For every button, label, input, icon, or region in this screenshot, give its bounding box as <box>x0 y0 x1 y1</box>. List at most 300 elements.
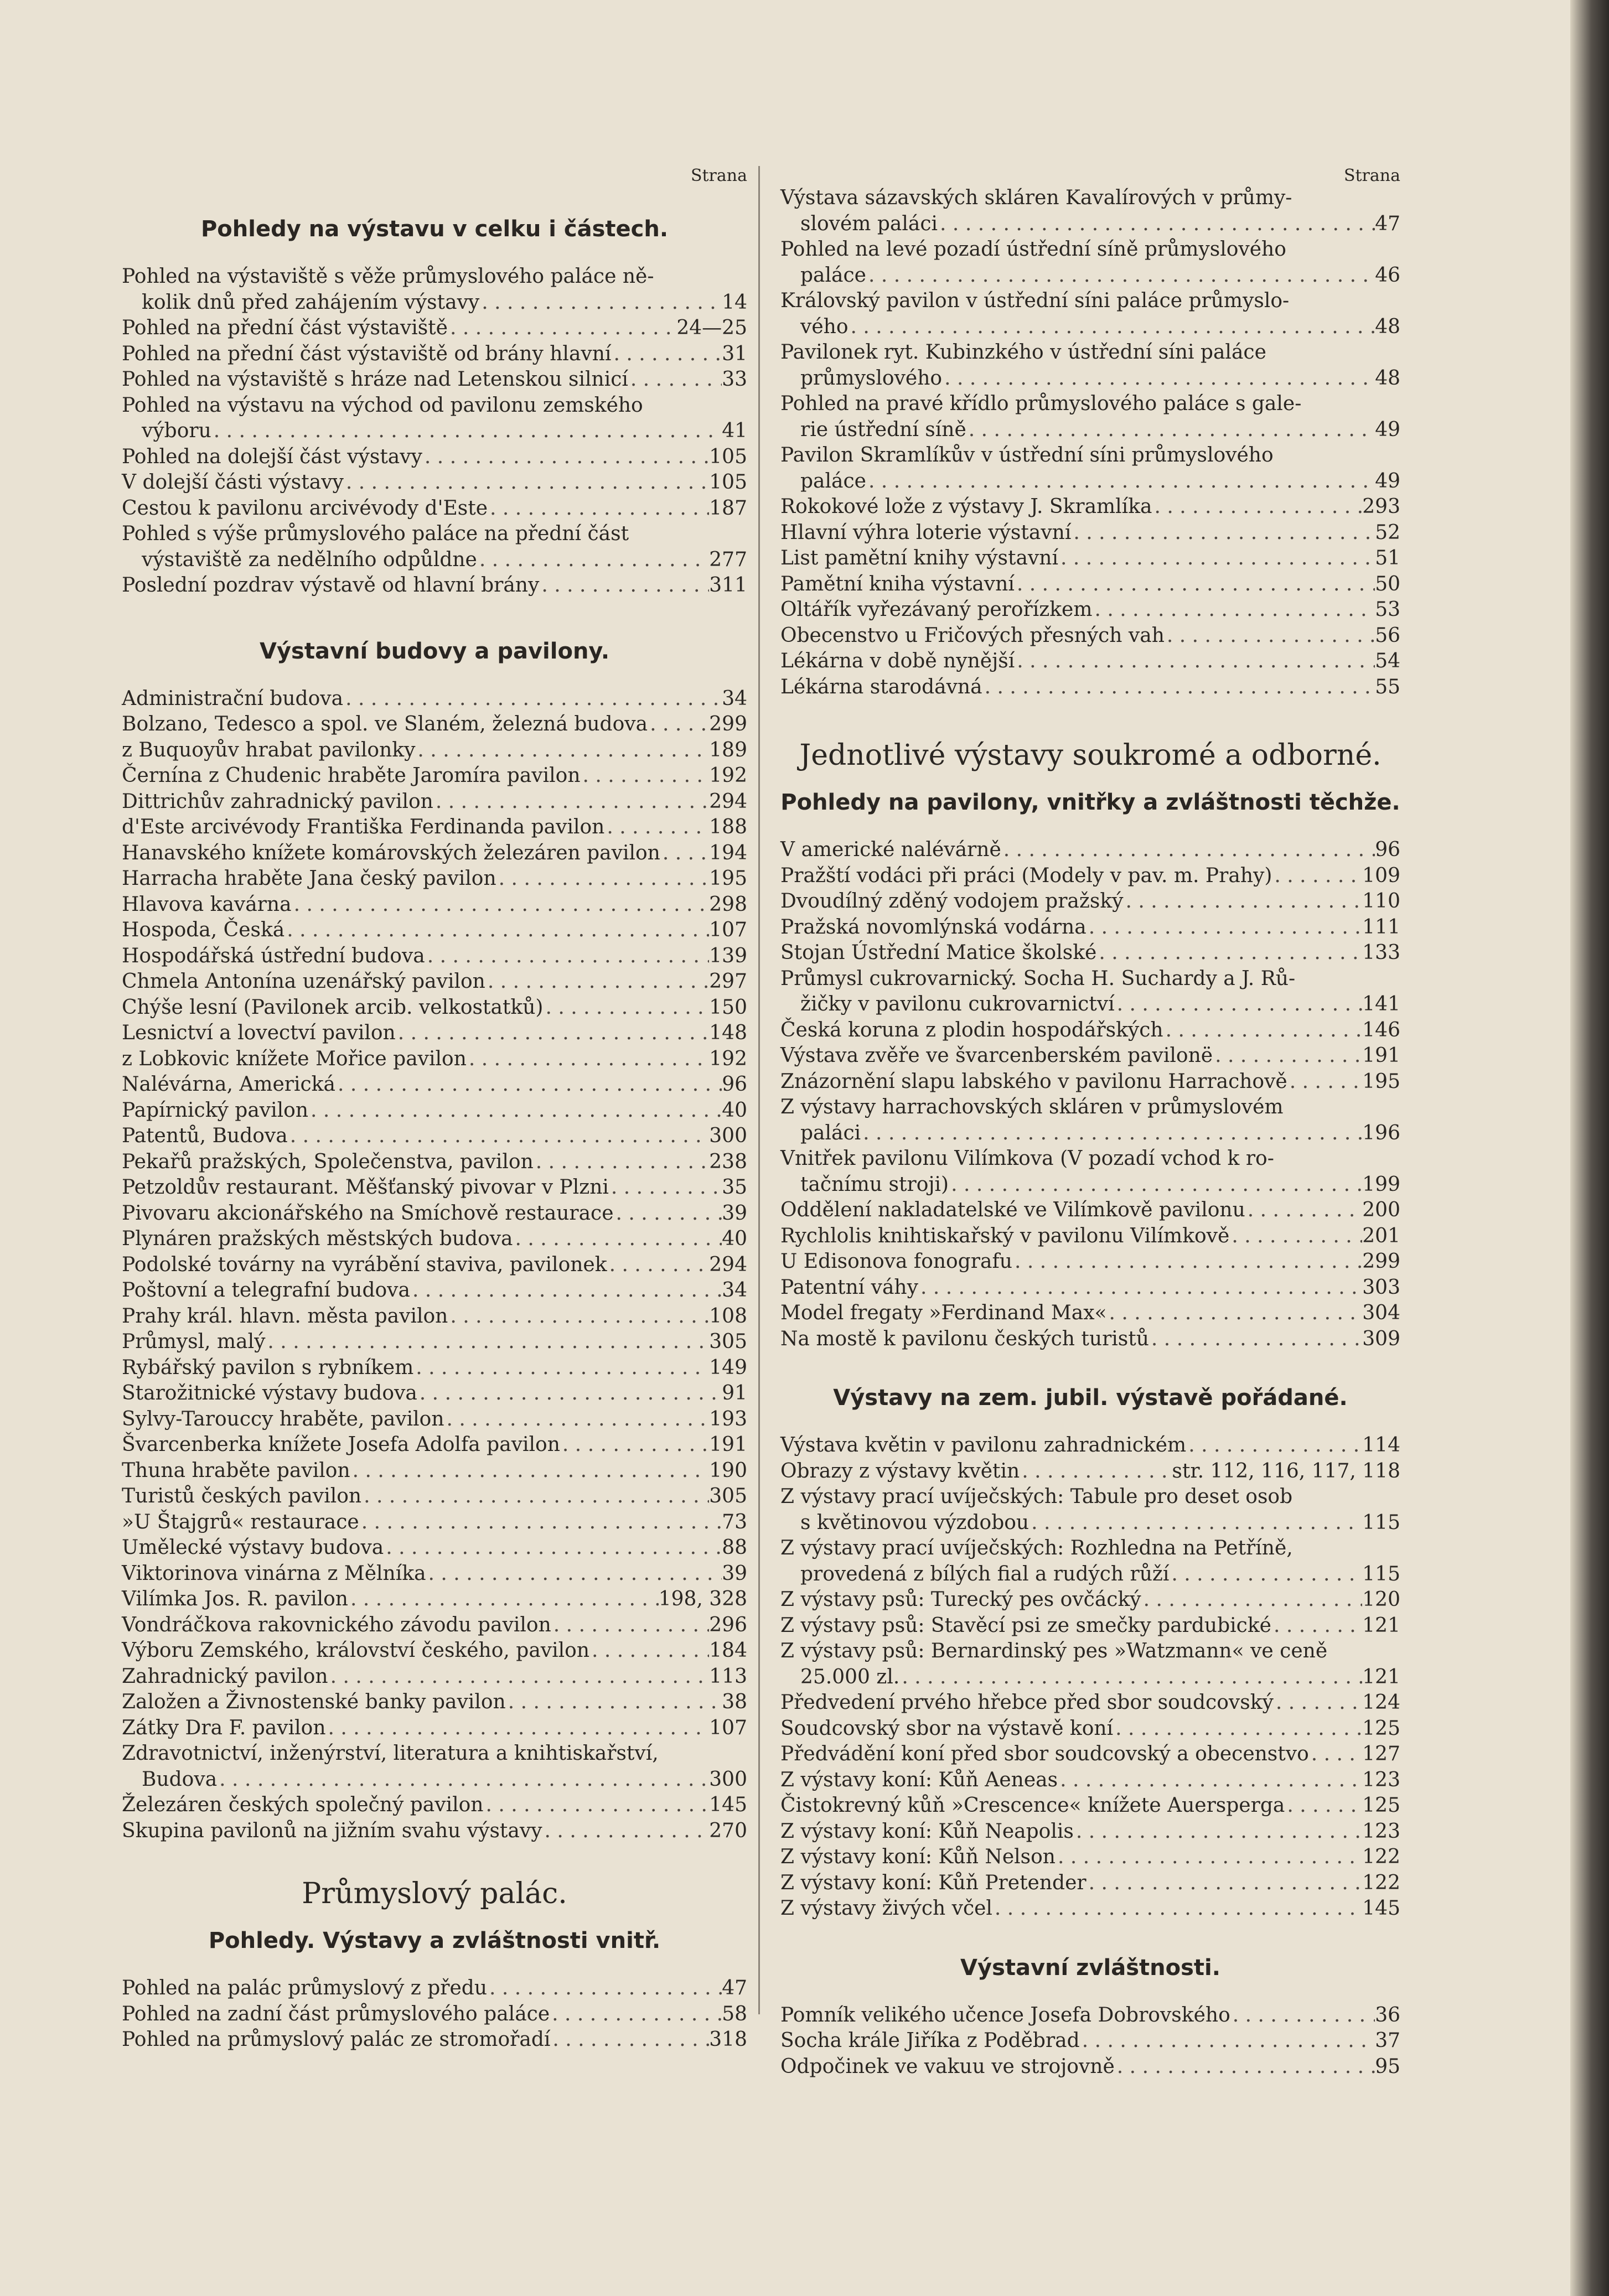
page-number: 190 <box>709 1459 747 1482</box>
toc-entry-text: Rokokové lože z výstavy J. Skramlíka <box>780 495 1152 518</box>
toc-entry <box>122 1458 747 1484</box>
page-number: 96 <box>722 1073 747 1096</box>
column-divider <box>758 166 760 2014</box>
dot-leader <box>1149 1326 1362 1352</box>
toc-entry-text: vého <box>800 315 849 338</box>
toc-entry-text: Stojan Ústřední Matice školské <box>780 941 1097 964</box>
dot-leader <box>1272 863 1362 889</box>
dot-leader <box>422 444 709 470</box>
toc-entry-text: Papírnický pavilon <box>122 1098 309 1122</box>
toc-entry-text: Podolské továrny na vyrábění staviva, pavilonek <box>122 1253 607 1276</box>
toc-entry-text-line1: Pavilonek ryt. Kubinzkého v ústřední síni paláce <box>780 341 1266 364</box>
dot-leader <box>485 969 709 995</box>
toc-entry-continuation <box>780 1665 1400 1691</box>
page-number: 149 <box>709 1356 747 1379</box>
toc-list <box>122 1976 747 2053</box>
toc-entry-text: Z výstavy psů: Turecký pes ovčácký <box>780 1588 1141 1611</box>
page-edge-shadow <box>1570 0 1609 2296</box>
toc-entry <box>780 966 1400 1018</box>
toc-entry-text: Z výstavy koní: Kůň Pretender <box>780 1871 1087 1894</box>
toc-entry-continuation <box>122 547 747 573</box>
toc-entry-text: Znázornění slapu labského v pavilonu Harrachově <box>780 1070 1287 1093</box>
page-number: 88 <box>722 1536 747 1559</box>
page-number: 296 <box>709 1613 747 1636</box>
page-number: 49 <box>1375 469 1400 493</box>
toc-entry-text: Pohled na dolejší část výstavy <box>122 445 422 468</box>
page-number: 123 <box>1362 1768 1400 1791</box>
toc-entry <box>122 815 747 841</box>
toc-entry-text: Výboru Zemského, království českého, pavilon <box>122 1639 590 1662</box>
toc-entry <box>780 1069 1400 1095</box>
toc-entry-continuation <box>780 1562 1400 1588</box>
toc-entry <box>122 1741 747 1792</box>
dot-leader <box>326 1715 710 1742</box>
page-number: 41 <box>722 419 747 442</box>
toc-entry <box>122 264 747 315</box>
toc-entry-text: Zahradnický pavilon <box>122 1665 328 1688</box>
toc-entry <box>122 2002 747 2028</box>
toc-entry-text: V dolejší části výstavy <box>122 471 344 494</box>
dot-leader <box>550 2027 709 2053</box>
toc-entry <box>122 1664 747 1690</box>
dot-leader <box>426 1561 722 1587</box>
page-number: 146 <box>1362 1018 1400 1041</box>
toc-entry <box>780 1326 1400 1352</box>
toc-entry-text-line1: Výstava sázavských skláren Kavalírových v průmy- <box>780 186 1292 209</box>
toc-entry-text: výstaviště za nedělního odpůldne <box>142 548 477 571</box>
toc-entry-continuation <box>122 290 747 316</box>
toc-entry-text: Budova <box>142 1768 218 1791</box>
toc-entry-text: Vondráčkova rakovnického závodu pavilon <box>122 1613 551 1636</box>
page-number: 49 <box>1375 418 1400 441</box>
page-number: 107 <box>709 919 747 941</box>
page-number: 133 <box>1362 941 1400 964</box>
dot-leader <box>966 417 1375 443</box>
toc-entry <box>122 1976 747 2002</box>
page-number: 303 <box>1362 1276 1400 1299</box>
page-number: 55 <box>1375 675 1400 698</box>
page-number: 105 <box>709 445 747 468</box>
toc-entry <box>122 1792 747 1818</box>
page-number: 34 <box>722 1279 747 1302</box>
toc-entry-text: Založen a Živnostenské banky pavilon <box>122 1691 506 1713</box>
toc-entry <box>780 391 1400 443</box>
toc-entry-text: průmyslového <box>800 366 943 390</box>
strana-label: Strana <box>1343 166 1400 185</box>
dot-leader <box>328 1664 710 1690</box>
dot-leader <box>1274 1690 1362 1716</box>
page-number: 125 <box>1362 1794 1400 1817</box>
toc-entry <box>122 1355 747 1381</box>
page-number: str. 112, 116, 117, 118 <box>1172 1459 1400 1483</box>
toc-entry-text: Nalévárna, Americká <box>122 1073 335 1096</box>
toc-entry <box>122 1020 747 1046</box>
toc-entry-text: Pamětní kniha výstavní <box>780 572 1015 595</box>
toc-entry <box>780 1742 1400 1768</box>
toc-entry <box>122 470 747 496</box>
toc-entry-continuation <box>780 314 1400 340</box>
dot-leader <box>359 1510 722 1536</box>
dot-leader <box>1058 546 1375 572</box>
toc-entry <box>122 1818 747 1844</box>
dot-leader <box>487 1976 722 2002</box>
dot-leader <box>1163 1018 1363 1044</box>
page-number: 73 <box>722 1510 747 1533</box>
page-number: 91 <box>722 1382 747 1404</box>
dot-leader <box>1309 1742 1363 1768</box>
dot-leader <box>361 1484 709 1510</box>
dot-leader <box>1287 1069 1363 1095</box>
dot-leader <box>1285 1793 1362 1819</box>
toc-entry <box>122 1587 747 1613</box>
page-number: 50 <box>1375 572 1400 595</box>
dot-leader <box>477 547 709 573</box>
dot-leader <box>1107 1300 1363 1326</box>
toc-entry <box>122 1715 747 1742</box>
page-number: 139 <box>709 944 747 967</box>
page-number: 300 <box>709 1768 747 1791</box>
toc-entry <box>780 1793 1400 1819</box>
dot-leader <box>1093 597 1375 623</box>
toc-entry-continuation <box>780 469 1400 495</box>
toc-entry <box>780 546 1400 572</box>
toc-entry-text: z Lobkovic knížete Mořice pavilon <box>122 1047 467 1070</box>
toc-entry-text: Výstava květin v pavilonu zahradnickém <box>780 1434 1187 1457</box>
page-number: 56 <box>1375 624 1400 647</box>
toc-entry-text: Vilímka Jos. R. pavilon <box>122 1588 348 1610</box>
toc-entry <box>122 1407 747 1433</box>
dot-leader <box>1123 889 1362 915</box>
toc-entry <box>780 572 1400 598</box>
dot-leader <box>628 367 722 393</box>
toc-entry <box>780 1043 1400 1069</box>
page-number: 110 <box>1362 890 1400 913</box>
toc-entry-text-line1: Z výstavy prací uvíječských: Tabule pro deset osob <box>780 1485 1293 1508</box>
dot-leader <box>433 789 709 815</box>
dot-leader <box>496 866 710 892</box>
toc-entry <box>780 1819 1400 1845</box>
dot-leader <box>1115 2054 1375 2080</box>
toc-entry-text: Dvoudílný zděný vodojem pražský <box>780 890 1124 913</box>
toc-entry <box>122 892 747 918</box>
toc-entry-text: Bolzano, Tedesco a spol. ve Slaném, železná budova <box>122 713 648 735</box>
page-number: 115 <box>1362 1562 1400 1585</box>
toc-entry-text-line1: Pohled na levé pozadí ústřední síně průmyslového <box>780 238 1286 261</box>
dot-leader <box>866 263 1375 289</box>
dot-leader <box>284 918 709 944</box>
dot-leader <box>1230 2003 1375 2029</box>
dot-leader <box>1080 2028 1375 2054</box>
dot-leader <box>918 1275 1362 1301</box>
page-number: 127 <box>1362 1743 1400 1765</box>
toc-entry-text: žičky v pavilonu cukrovarnictví <box>800 993 1115 1015</box>
toc-entry <box>122 944 747 970</box>
dot-leader <box>344 470 709 496</box>
dot-leader <box>1087 915 1363 941</box>
toc-entry-text: Starožitnické výstavy budova <box>122 1382 417 1404</box>
toc-entry-text: Z výstavy koní: Kůň Nelson <box>780 1846 1056 1868</box>
toc-entry <box>780 1870 1400 1896</box>
page-number: 47 <box>1375 212 1400 235</box>
section-subtitle: Pohledy. Výstavy a zvláštnosti vnitř. <box>208 1928 661 1953</box>
page-number: 188 <box>709 816 747 838</box>
page-number: 31 <box>722 342 747 365</box>
dot-leader <box>479 290 722 316</box>
toc-entry <box>122 1510 747 1536</box>
page-number: 24—25 <box>676 317 747 339</box>
dot-leader <box>1087 1870 1363 1896</box>
page-number: 311 <box>709 574 747 597</box>
section-title: Výstavy na zem. jubil. výstavě pořádané. <box>833 1385 1348 1411</box>
toc-entry-text: Poslední pozdrav výstavě od hlavní brány <box>122 574 540 597</box>
toc-entry <box>122 1098 747 1124</box>
dot-leader <box>1020 1459 1172 1485</box>
toc-entry-text: Pivovaru akcionářského na Smíchově restaurace <box>122 1201 614 1225</box>
page-number: 189 <box>709 738 747 761</box>
toc-entry <box>122 1175 747 1201</box>
toc-entry <box>780 837 1400 863</box>
toc-entry <box>780 1613 1400 1639</box>
toc-entry <box>122 367 747 393</box>
toc-entry-text: paláce <box>800 263 866 287</box>
toc-entry <box>122 969 747 995</box>
section-title: Výstavní zvláštnosti. <box>960 1955 1220 1981</box>
page-number: 299 <box>709 713 747 735</box>
toc-entry <box>780 1275 1400 1301</box>
page-number: 125 <box>1362 1717 1400 1740</box>
page-number: 121 <box>1362 1614 1400 1637</box>
dot-leader <box>1213 1043 1362 1069</box>
toc-entry-text: Česká koruna z plodin hospodářských <box>780 1018 1163 1041</box>
toc-entry-text: Pohled na přední část výstaviště <box>122 317 448 339</box>
toc-entry <box>780 1690 1400 1716</box>
dot-leader <box>396 1020 710 1046</box>
toc-entry-text: Z výstavy koní: Kůň Aeneas <box>780 1768 1058 1791</box>
toc-list <box>780 2003 1400 2080</box>
toc-entry <box>122 918 747 944</box>
toc-entry-text: Hanavského knížete komárovských železáren pavilon <box>122 841 660 864</box>
toc-entry <box>780 1536 1400 1587</box>
toc-list <box>122 686 747 1844</box>
toc-entry <box>780 915 1400 941</box>
dot-leader <box>211 418 722 444</box>
toc-entry-text: Výstava zvěře ve švarcenberském pavilonë <box>780 1044 1213 1067</box>
page-number: 39 <box>722 1562 747 1585</box>
toc-entry <box>780 185 1400 237</box>
toc-entry-continuation <box>122 1767 747 1793</box>
toc-entry <box>780 1484 1400 1536</box>
page-number: 305 <box>709 1485 747 1507</box>
toc-entry-text: d'Este arcivévody Františka Ferdinanda pavilon <box>122 816 605 838</box>
toc-entry-text: Cestou k pavilonu arcivévody d'Este <box>122 496 488 520</box>
dot-leader <box>604 815 709 841</box>
page-number: 107 <box>709 1716 747 1739</box>
toc-entry <box>780 1587 1400 1613</box>
toc-entry <box>122 1535 747 1561</box>
page-number: 148 <box>709 1022 747 1044</box>
dot-leader <box>1058 1768 1362 1794</box>
toc-entry-text: Z výstavy živých včel <box>780 1897 992 1920</box>
toc-entry-text: Prahy král. hlavn. města pavilon <box>122 1304 448 1328</box>
dot-leader <box>1229 1224 1362 1250</box>
page-number: 33 <box>722 368 747 391</box>
toc-entry-text: Socha krále Jiříka z Poděbrad <box>780 2029 1080 2052</box>
toc-entry-text: Rychlolis knihtiskařský v pavilonu Vilímkově <box>780 1224 1230 1247</box>
toc-entry <box>122 1072 747 1098</box>
toc-entry-text: z Buquoyův hrabat pavilonky <box>122 738 416 761</box>
right-column <box>780 166 1400 2080</box>
dot-leader <box>384 1535 722 1561</box>
toc-entry-text: Soudcovský sbor na výstavě koní <box>780 1717 1114 1740</box>
toc-entry <box>122 686 747 712</box>
section-title: Jednotlivé výstavy soukromé a odborné. <box>799 739 1382 772</box>
toc-entry-text: Harracha hraběte Jana český pavilon <box>122 867 496 890</box>
dot-leader <box>308 1098 722 1124</box>
toc-entry-continuation <box>780 211 1400 237</box>
section-title: Pohledy na výstavu v celku i částech. <box>200 216 669 242</box>
page-number: 184 <box>709 1639 747 1662</box>
toc-entry <box>122 1046 747 1072</box>
dot-leader <box>217 1767 709 1793</box>
page-number: 115 <box>1362 1511 1400 1534</box>
toc-entry-text: Pohled na průmyslový palác ze stromořadí <box>122 2028 551 2051</box>
toc-entry <box>122 866 747 892</box>
toc-entry-text: V americké nalévárně <box>780 838 1001 861</box>
page-number: 145 <box>1362 1897 1400 1920</box>
toc-entry-text-line1: Zdravotnictví, inženýrství, literatura a knihtiskařství, <box>122 1742 659 1765</box>
toc-entry-text: Předvádění koní před sbor soudcovský a obecenstvo <box>780 1743 1309 1765</box>
toc-entry-text: Pomník velikého učence Josefa Dobrovského <box>780 2003 1230 2027</box>
toc-entry-text: Na mostě k pavilonu českých turistů <box>780 1327 1149 1350</box>
toc-entry-text-line1: Průmysl cukrovarnický. Socha H. Suchardy a J. Rů- <box>780 967 1296 990</box>
dot-leader <box>1141 1587 1363 1613</box>
toc-entry-text: Skupina pavilonů na jižním svahu výstavy <box>122 1819 542 1842</box>
toc-entry-text: Lékárna starodávná <box>780 675 982 698</box>
toc-entry <box>780 597 1400 623</box>
toc-entry <box>122 1484 747 1510</box>
toc-entry <box>122 1432 747 1458</box>
toc-entry <box>122 1329 747 1355</box>
dot-leader <box>899 1665 1362 1691</box>
toc-entry <box>780 2054 1400 2080</box>
page-number: 111 <box>1362 915 1400 939</box>
toc-entry-text: Pražská novomlýnská vodárna <box>780 915 1087 939</box>
page-number: 40 <box>722 1227 747 1250</box>
toc-entry <box>122 1304 747 1330</box>
dot-leader <box>1001 837 1375 863</box>
toc-entry <box>780 443 1400 494</box>
toc-entry-continuation <box>780 417 1400 443</box>
dot-leader <box>611 341 722 367</box>
toc-entry <box>122 2027 747 2053</box>
dot-leader <box>1165 623 1375 649</box>
toc-entry-text: Administrační budova <box>122 687 344 710</box>
dot-leader <box>1152 494 1362 520</box>
dot-leader <box>413 1355 709 1381</box>
page-number: 191 <box>709 1433 747 1456</box>
page-number: 48 <box>1375 315 1400 338</box>
toc-entry-text-line1: Z výstavy prací uvíječských: Rozhledna na Petříně, <box>780 1537 1293 1559</box>
toc-entry-text-line1: Z výstavy psů: Bernardinský pes »Watzmann« ve ceně <box>780 1640 1328 1662</box>
page-number: 294 <box>709 790 747 813</box>
toc-list <box>780 837 1400 1352</box>
toc-entry <box>122 1201 747 1227</box>
toc-entry <box>780 1095 1400 1146</box>
page-number: 199 <box>1362 1173 1400 1196</box>
toc-entry <box>122 789 747 815</box>
toc-entry-text-line1: Královský pavilon v ústřední síni paláce průmyslo- <box>780 289 1290 312</box>
toc-entry <box>780 623 1400 649</box>
page-number: 304 <box>1362 1302 1400 1324</box>
toc-entry <box>780 863 1400 889</box>
toc-entry <box>780 1639 1400 1690</box>
toc-entry <box>780 1249 1400 1275</box>
dot-leader <box>1115 992 1363 1018</box>
toc-entry-text: List pamětní knihy výstavní <box>780 547 1058 569</box>
toc-entry <box>122 341 747 367</box>
toc-entry-continuation <box>780 992 1400 1018</box>
toc-entry-text: Sylvy-Tarouccy hraběte, pavilon <box>122 1407 444 1431</box>
toc-entry <box>780 1018 1400 1044</box>
page-number: 309 <box>1362 1327 1400 1350</box>
dot-leader <box>581 763 710 789</box>
page-number: 187 <box>709 496 747 520</box>
page-number: 48 <box>1375 366 1400 390</box>
toc-entry <box>122 1149 747 1175</box>
page-number: 96 <box>1375 838 1400 861</box>
page-number: 113 <box>709 1665 747 1688</box>
toc-entry-text: »U Štajgrů« restaurace <box>122 1510 359 1533</box>
dot-leader <box>1169 1562 1362 1588</box>
toc-entry <box>780 340 1400 391</box>
page-number: 195 <box>1362 1070 1400 1093</box>
page-number: 298 <box>709 893 747 916</box>
page-number: 47 <box>722 1977 747 1999</box>
toc-entry-text-line1: Z výstavy harrachovských skláren v průmyslovém <box>780 1096 1284 1118</box>
toc-entry <box>122 444 747 470</box>
toc-entry-continuation <box>780 263 1400 289</box>
dot-leader <box>614 1201 722 1227</box>
toc-entry-text: paláce <box>800 469 866 493</box>
page-number: 194 <box>709 841 747 864</box>
toc-entry <box>780 1768 1400 1794</box>
toc-entry-text: Zátky Dra F. pavilon <box>122 1716 326 1739</box>
dot-leader <box>348 1587 659 1613</box>
dot-leader <box>1015 572 1375 598</box>
toc-entry-text: Model fregaty »Ferdinand Max« <box>780 1302 1107 1324</box>
toc-entry <box>780 1844 1400 1870</box>
dot-leader <box>335 1072 722 1098</box>
dot-leader <box>938 211 1375 237</box>
page-number: 270 <box>709 1819 747 1842</box>
toc-entry <box>122 1381 747 1407</box>
toc-entry-text: Hlavní výhra loterie výstavní <box>780 521 1072 544</box>
toc-entry <box>122 1278 747 1304</box>
page-number: 293 <box>1362 495 1400 518</box>
toc-entry <box>122 1613 747 1639</box>
toc-entry-text: Turistů českých pavilon <box>122 1485 362 1507</box>
dot-leader <box>1056 1844 1362 1870</box>
page-number: 52 <box>1375 521 1400 544</box>
toc-entry-text-line1: Pohled na výstavu na východ od pavilonu zemského <box>122 393 643 417</box>
toc-entry-text: paláci <box>800 1121 861 1144</box>
dot-leader <box>448 1304 709 1330</box>
dot-leader <box>506 1689 722 1715</box>
toc-entry-text: Obrazy z výstavy květin <box>780 1459 1020 1483</box>
page-number: 46 <box>1375 263 1400 287</box>
toc-entry-text-line1: Pohled na výstaviště s věže průmyslového paláce ně- <box>122 265 654 288</box>
page-number: 122 <box>1362 1846 1400 1868</box>
